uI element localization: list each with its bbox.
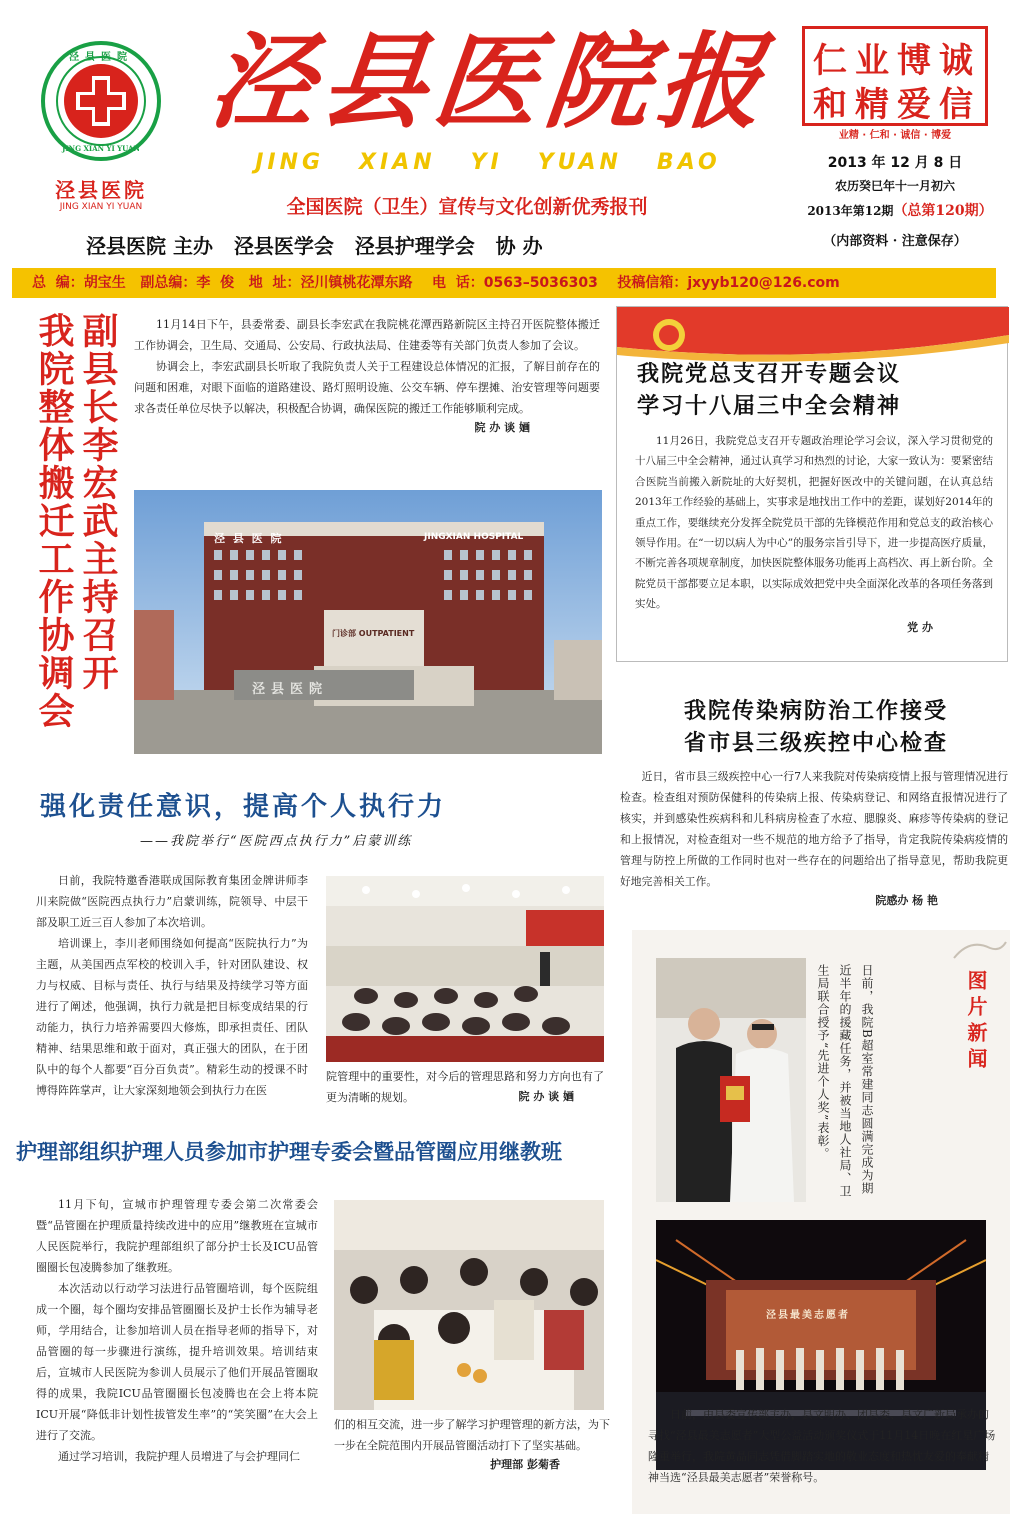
article4-continuation-text: 院管理中的重要性，对今后的管理思路和努力方向也有了更为清晰的规划。 (326, 1070, 604, 1104)
photo-sign-cn: 泾 县 医 院 (214, 532, 284, 545)
issue-number-total: （总第120期） (893, 203, 993, 219)
article5-continuation-text: 们的相互交流，进一步了解学习护理管理的新方法，为下一步在全院范围内开展品管圈活动打下了坚实基础。 (334, 1418, 610, 1452)
article1-paragraph: 11月14日下午，县委常委、副县长李宏武在我院桃花潭西路新院区主持召开医院整体搬迁工作协调会，卫生局、交通局、公安局、行政执法局、住建委等有关部门负责人参加了会议。 (134, 318, 600, 352)
photo-outpatient-sign: 门诊部 OUTPATIENT (332, 629, 415, 638)
article1-body (134, 314, 600, 435)
motto-seal (802, 26, 988, 126)
article5-paragraph: 本次活动以行动学习法进行品管圈培训，每个医院组成一个圈，每个圈均安排品管圈圈长及护士长作为辅导老师，学用结合，让参加培训人员在指导老师的指导下，对品管圈的每一步骤进行演练，提升培训效果。培训结束后，宣城市人民医院为参训人员展示了他们开展品管圈取得的成果，我院ICU品管圈圈长包凌腾也在会上将本院ICU开展“降低非计划性拔管发生率”的“笑笑圈”在大会上进行了交流。 (36, 1282, 318, 1442)
issue-number (800, 200, 1000, 220)
seal-char: 和 (813, 85, 847, 125)
photo-sign-en: JINGXIAN HOSPITAL (424, 532, 524, 542)
seal-char: 仁 (813, 41, 847, 81)
article5-title: 护理部组织护理人员参加市护理专委会暨品管圈应用继教班 (16, 1140, 562, 1164)
hospital-logo (40, 40, 162, 170)
article2-byline: 党 办 (907, 620, 933, 634)
logo-caption: 泾县医院 (55, 178, 147, 202)
seal-char: 信 (939, 85, 973, 125)
article4-paragraph: 培训课上，李川老师围绕如何提高“医院执行力”为主题，从美国西点军校的校训入手，针对团队建设、权力与权威、目标与责任、执行与结果及持续学习等方面进行了阐述，他强调，执行力就是把目标变成结果的行动能力，执行力培养需要四大修炼，即承担责任、团队精神、结果思维和敢于面对，真正强大的团队，在于团队中的每个人都要“百分百负责”。精彩生动的授课不时博得阵阵掌声，让大家深刻地领会到执行力在医 (36, 937, 308, 1097)
article5-body (36, 1194, 318, 1467)
article2-title: 我院党总支召开专题会议 学习十八届三中全会精神 (637, 362, 902, 419)
photo-news-caption1: 日前，我院B超室常建同志圆满完成为期近半年的援藏任务，并被当地人社局、卫生局联合授予“先进个人奖”表彰。 (816, 964, 874, 1198)
training-lecture-photo (326, 876, 604, 1062)
party-banner-icon (617, 307, 1009, 367)
article3-body (620, 766, 1008, 908)
seal-char: 爱 (897, 85, 931, 125)
masthead (0, 0, 1024, 262)
motto: 业精 · 仁和 · 诚信 · 博爱 (838, 130, 952, 141)
article1-byline: 院 办 谈 婳 (474, 421, 530, 434)
newspaper-title: 泾县医院报 (203, 20, 777, 143)
issue-number-year: 2013年第12期 (807, 204, 894, 218)
article3-paragraph: 近日，省市县三级疾控中心一行7人来我院对传染病疫情上报与管理情况进行检查。检查组对预防保健科的传染病上报、传染病登记、和网络直报情况进行了核实，并到感染性疾病科和儿科病房检查了水痘、腮腺炎、麻疹等传染病的登记和上报情况，对检查组对一些不规范的地方给予了指导，肯定我院传染病疫情的管理与防控上所做的工作同时也对一些存在的问题给出了指导意见，帮助我院更好地完善相关工作。 (620, 770, 1008, 888)
editorial-info-bar: 总 编：胡宝生 副总编：李 俊 地 址：泾川镇桃花潭东路 电 话：0563–5036303 投稿信箱：jxyyb120@126.com (12, 268, 996, 298)
seal-char: 诚 (939, 41, 973, 81)
article4-byline: 院 办 谈 婳 (518, 1090, 574, 1103)
article4-continuation (326, 1066, 604, 1108)
photo1 (656, 958, 806, 1202)
article3-byline: 院感办 杨 艳 (875, 894, 938, 907)
internal-notice: （内部资料 · 注意保存） (823, 234, 967, 249)
article5-continuation (334, 1414, 610, 1471)
lunar-date: 农历癸巳年十一月初六 (834, 179, 955, 193)
article1-paragraph: 协调会上，李宏武副县长听取了我院负责人关于工程建设总体情况的汇报，了解目前存在的问题和困难，对眼下面临的道路建设、路灯照明设施、公交车辆、停车摆摊、治安管理等问题要求各责任单位尽快予以解决，积极配合协调，确保医院的搬迁工作能够顺利完成。 (134, 360, 600, 415)
ornament-icon (950, 934, 1010, 964)
photo-news-label: 图片新闻 (964, 970, 988, 1074)
article5-byline: 护理部 彭菊香 (490, 1458, 560, 1471)
article5-paragraph: 11月下旬，宣城市护理管理专委会第二次常委会暨“品管圈在护理质量持续改进中的应用”继教班在宣城市人民医院举行，我院护理部组织了部分护士长及ICU品管圈圈长包凌腾参加了继教班。 (36, 1198, 318, 1274)
article3-title: 我院传染病防治工作接受 省市县三级疾控中心检查 (683, 699, 948, 756)
article1-title-left: 我院整体搬迁工作协调会 (33, 312, 75, 730)
photo-gate-text: 泾县医院 (252, 682, 329, 697)
seal-char: 业 (855, 41, 889, 81)
logo-caption-pinyin: JING XIAN YI YUAN (59, 202, 143, 212)
seal-char: 精 (855, 85, 889, 125)
article2-body (635, 431, 993, 635)
logo-ring-text: 泾县医院 (69, 52, 133, 63)
nursing-workshop-photo (334, 1200, 604, 1410)
honor-line: 全国医院（卫生）宣传与文化创新优秀报刊 (286, 196, 648, 218)
hospital-building-photo (134, 490, 602, 754)
article4-subtitle: ——我院举行“医院西点执行力”启蒙训练 (140, 834, 413, 849)
article2-paragraph: 11月26日，我院党总支召开专题政治理论学习会议，深入学习贯彻党的十八届三中全会精神，通过认真学习和热烈的讨论，大家一致认为：要紧密结合医院当前搬入新院址的大好契机，把握好医改中的关键问题，在认真总结2013年工作经验的基础上，实事求是地找出工作中的差距，谋划好2014年的重点工作，要继续充分发挥全院党员干部的先锋模范作用和党总支的政治核心领导作用。在“一切以病人为中心”的服务宗旨引导下，进一步提高医疗质量，不断完善各项规章制度，加快医院整体服务功能再上高档次、再上新台阶。全院党员干部都要立足本职，以实际成效把党中央全面深化改革的各项任务落到实处。 (635, 435, 993, 611)
article4-title: 强化责任意识，提高个人执行力 (40, 792, 447, 822)
newspaper-title-pinyin: JING XIAN YI YUAN BAO (255, 150, 721, 175)
organizers-line: 泾县医院 主办 泾县医学会 泾县护理学会 协 办 (86, 234, 543, 258)
article4-body (36, 870, 308, 1101)
seal-char: 博 (897, 41, 931, 81)
article1-title-right: 副县长李宏武主持召开 (77, 312, 119, 692)
photo-news-section (632, 930, 1010, 1514)
article5-paragraph: 通过学习培训，我院护理人员增进了与会护理同仁 (58, 1450, 300, 1463)
article2-box (616, 306, 1008, 662)
stage-banner-text: 泾县最美志愿者 (766, 1310, 850, 1321)
issue-date: 2013 年 12 月 8 日 (827, 155, 963, 171)
photo-news-caption2: 日前，由县委宣传部主办，县文明办、团县委、县文广新局承办的寻找“泾县最美志愿者”大型公益活动颁奖仪式于11月14日晚在红星广场隆重举行，我院黄晶同志凭借脚踏实地的敬业态度和热忱友爱的奉献精神当选“泾县最美志愿者”荣誉称号。 (648, 1408, 996, 1484)
article4-paragraph: 日前，我院特邀香港联成国际教育集团金牌讲师李川来院做“医院西点执行力”启蒙训练，院领导、中层干部及职工近三百人参加了本次培训。 (36, 874, 308, 929)
logo-ring-pinyin: JING XIAN YI YUAN (62, 144, 140, 153)
